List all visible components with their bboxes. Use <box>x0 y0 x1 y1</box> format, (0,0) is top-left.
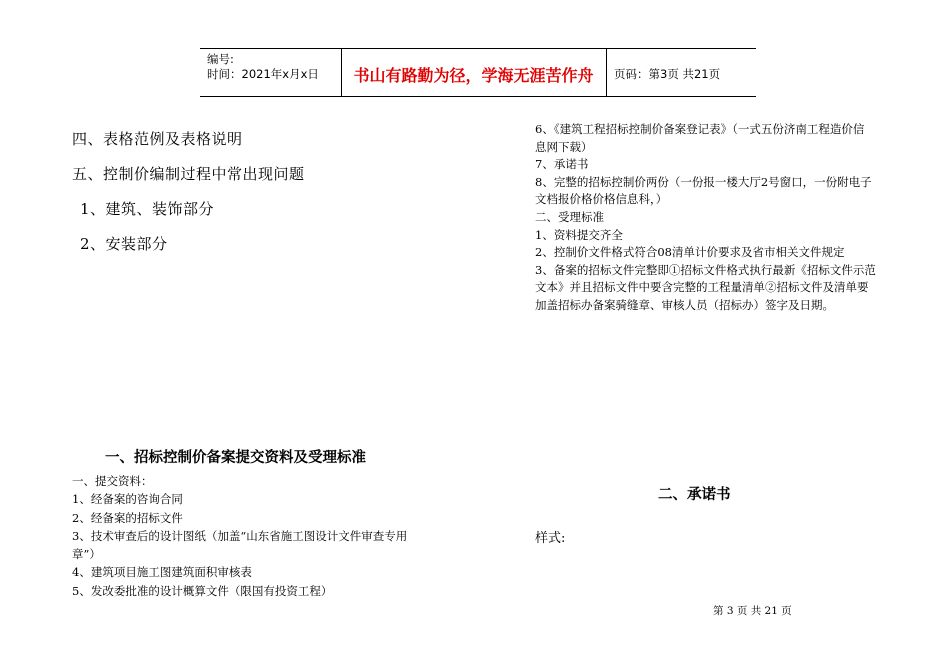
text-line: 一、提交资料： <box>72 474 153 488</box>
right-column-text <box>535 121 876 315</box>
section-heading: 一、招标控制价备案提交资料及受理标准 <box>105 450 366 466</box>
text-line: 二、受理标准 <box>535 209 604 224</box>
text-line: 章”） <box>72 547 101 562</box>
text-line: 文档报价格价格信息科，） <box>535 192 668 207</box>
motto: 书山有路勤为径，学海无涯苦作舟 <box>353 66 594 85</box>
text-line: 5、发改委批准的设计概算文件（限国有投资工程） <box>72 583 333 598</box>
toc-item: 2、安装部分 <box>80 235 168 253</box>
text-line: 4、建筑项目施工图建筑面积审核表 <box>72 565 252 580</box>
section-body <box>72 472 407 600</box>
header-table <box>200 48 756 97</box>
document-date: 时间：2021年x月x日 <box>207 67 319 81</box>
toc-item: 1、建筑、装饰部分 <box>80 200 215 218</box>
text-line: 2、控制价文件格式符合08清单计价要求及省市相关文件规定 <box>535 245 845 260</box>
header-page-number: 页码：第3页 共21页 <box>614 67 721 81</box>
text-line: 1、资料提交齐全 <box>535 227 623 242</box>
text-line: 7、承诺书 <box>535 157 589 172</box>
text-line: 1、经备案的咨询合同 <box>72 492 183 507</box>
text-line: 息网下载） <box>535 139 593 154</box>
section-heading: 二、承诺书 <box>658 487 731 503</box>
text-line: 3、技术审查后的设计图纸（加盖“山东省施工图设计文件审查专用 <box>72 528 408 543</box>
sample-label: 样式: <box>535 531 566 546</box>
text-line: 2、经备案的招标文件 <box>72 510 183 525</box>
text-line: 文本》并且招标文件中要含完整的工程量清单②招标文件及清单要 <box>535 280 869 295</box>
footer-page-number: 第 3 页 共 21 页 <box>713 605 792 617</box>
header-divider <box>606 49 607 96</box>
toc-item: 四、表格范例及表格说明 <box>72 130 243 148</box>
text-line: 加盖招标办备案骑缝章、审核人员（招标办）签字及日期。 <box>535 297 834 312</box>
text-line: 6、《建筑工程招标控制价备案登记表》（一式五份济南工程造价信 <box>535 122 865 136</box>
document-number-label: 编号: <box>207 52 234 66</box>
text-line: 8、完整的招标控制价两份（一份报一楼大厅2号窗口，一份附电子 <box>535 174 872 189</box>
text-line: 3、备案的招标文件完整即①招标文件格式执行最新《招标文件示范 <box>535 262 876 277</box>
toc-item: 五、控制价编制过程中常出现问题 <box>72 165 305 183</box>
